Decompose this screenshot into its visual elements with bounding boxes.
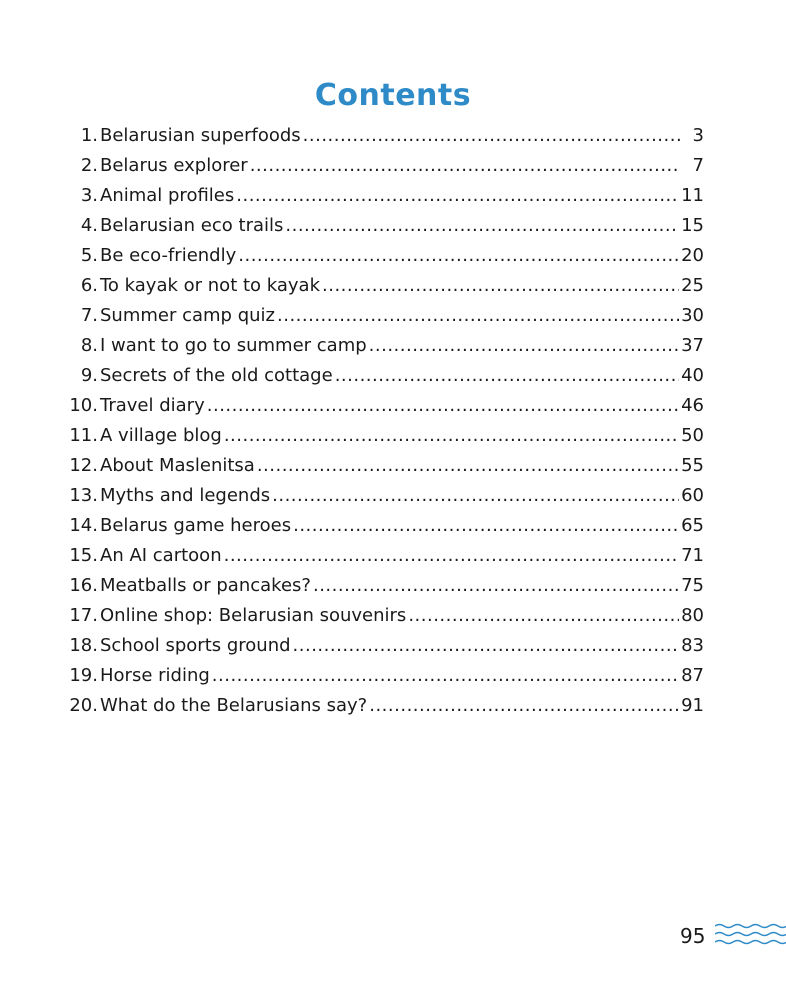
toc-entry-number: 6. — [80, 275, 98, 296]
toc-entry-page: 87 — [681, 665, 704, 686]
toc-entry-number: 4. — [80, 215, 98, 236]
toc-entry-number: 19. — [69, 665, 98, 686]
toc-entry[interactable] — [62, 601, 704, 631]
toc-entry-page: 11 — [681, 185, 704, 206]
toc-entry-page: 83 — [681, 635, 704, 656]
toc-entry-page: 25 — [681, 275, 704, 296]
toc-entry-title: Belarus game heroes — [100, 515, 292, 536]
toc-entry[interactable] — [62, 691, 704, 721]
toc-entry-page: 65 — [681, 515, 704, 536]
toc-entry-number: 1. — [80, 125, 98, 146]
dot-leader — [238, 241, 679, 271]
dot-leader — [369, 331, 679, 361]
toc-entry[interactable] — [62, 121, 704, 151]
toc-entry[interactable] — [62, 631, 704, 661]
toc-entry-title: What do the Belarusians say? — [100, 695, 368, 716]
toc-entry-number: 16. — [69, 575, 98, 596]
toc-entry-page: 37 — [681, 335, 704, 356]
page-number: 95 — [680, 924, 706, 948]
toc-entry-number: 10. — [69, 395, 98, 416]
toc-entry[interactable] — [62, 391, 704, 421]
toc-entry-title: Summer camp quiz — [100, 305, 275, 326]
toc-entry-number: 17. — [69, 605, 98, 626]
toc-entry-page: 46 — [681, 395, 704, 416]
toc-entry-title: Belarusian superfoods — [100, 125, 301, 146]
toc-entry-title: Myths and legends — [100, 485, 271, 506]
toc-entry[interactable] — [62, 301, 704, 331]
toc-entry-number: 15. — [69, 545, 98, 566]
toc-entry-title: To kayak or not to kayak — [100, 275, 321, 296]
dot-leader — [335, 361, 679, 391]
dot-leader — [250, 151, 680, 181]
dot-leader — [322, 271, 679, 301]
toc-entry-number: 12. — [69, 455, 98, 476]
toc-entry-title: Travel diary — [100, 395, 205, 416]
dot-leader — [207, 391, 679, 421]
dot-leader — [224, 541, 679, 571]
toc-entry-number: 7. — [80, 305, 98, 326]
toc-entry-page: 91 — [681, 695, 704, 716]
toc-entry[interactable] — [62, 421, 704, 451]
toc-entry-page: 15 — [681, 215, 704, 236]
toc-entry-title: Belarusian eco trails — [100, 215, 284, 236]
toc-entry-number: 20. — [69, 695, 98, 716]
dot-leader — [224, 421, 679, 451]
toc-entry[interactable] — [62, 241, 704, 271]
toc-entry-title: An AI cartoon — [100, 545, 222, 566]
toc-entry-page: 75 — [681, 575, 704, 596]
toc-entry-title: Horse riding — [100, 665, 210, 686]
toc-entry-number: 3. — [80, 185, 98, 206]
toc-entry-number: 18. — [69, 635, 98, 656]
toc-entry-number: 11. — [69, 425, 98, 446]
toc-entry-page: 30 — [681, 305, 704, 326]
page-title: Contents — [314, 78, 472, 114]
wave-line — [715, 933, 786, 936]
toc-entry[interactable] — [62, 151, 704, 181]
toc-entry-title: Animal profiles — [100, 185, 235, 206]
toc-entry-number: 8. — [80, 335, 98, 356]
dot-leader — [212, 661, 679, 691]
dot-leader — [293, 511, 679, 541]
toc-entry[interactable] — [62, 271, 704, 301]
dot-leader — [277, 301, 679, 331]
toc-entry[interactable] — [62, 571, 704, 601]
toc-entry-title: I want to go to summer camp — [100, 335, 367, 356]
toc-entry[interactable] — [62, 211, 704, 241]
toc-entry-page: 7 — [692, 155, 704, 176]
toc-entry-title: Online shop: Belarusian souvenirs — [100, 605, 407, 626]
toc-entry[interactable] — [62, 451, 704, 481]
dot-leader — [369, 691, 679, 721]
toc-entry-title: About Maslenitsa — [100, 455, 255, 476]
waves-icon — [715, 922, 786, 950]
toc-entry[interactable] — [62, 331, 704, 361]
table-of-contents — [62, 121, 704, 721]
dot-leader — [272, 481, 679, 511]
toc-entry-number: 9. — [80, 365, 98, 386]
toc-entry-page: 20 — [681, 245, 704, 266]
toc-entry[interactable] — [62, 181, 704, 211]
toc-entry-number: 5. — [80, 245, 98, 266]
toc-entry-page: 55 — [681, 455, 704, 476]
toc-entry[interactable] — [62, 661, 704, 691]
toc-entry-title: School sports ground — [100, 635, 291, 656]
toc-entry-number: 2. — [80, 155, 98, 176]
dot-leader — [293, 631, 680, 661]
toc-entry-title: Secrets of the old cottage — [100, 365, 333, 386]
toc-entry[interactable] — [62, 511, 704, 541]
toc-entry-page: 50 — [681, 425, 704, 446]
toc-entry-number: 13. — [69, 485, 98, 506]
wave-line — [715, 925, 786, 928]
dot-leader — [285, 211, 679, 241]
dot-leader — [313, 571, 679, 601]
toc-entry-title: Be eco-friendly — [100, 245, 237, 266]
toc-entry-page: 60 — [681, 485, 704, 506]
toc-entry-page: 80 — [681, 605, 704, 626]
toc-entry-number: 14. — [69, 515, 98, 536]
toc-entry[interactable] — [62, 541, 704, 571]
dot-leader — [303, 121, 680, 151]
toc-entry-page: 71 — [681, 545, 704, 566]
toc-entry-page: 40 — [681, 365, 704, 386]
toc-entry[interactable] — [62, 361, 704, 391]
wave-line — [715, 941, 786, 944]
toc-entry-title: Belarus explorer — [100, 155, 248, 176]
dot-leader — [236, 181, 679, 211]
toc-entry-title: Meatballs or pancakes? — [100, 575, 311, 596]
toc-entry[interactable] — [62, 481, 704, 511]
toc-entry-title: A village blog — [100, 425, 222, 446]
dot-leader — [408, 601, 679, 631]
dot-leader — [257, 451, 679, 481]
toc-entry-page: 3 — [692, 125, 704, 146]
